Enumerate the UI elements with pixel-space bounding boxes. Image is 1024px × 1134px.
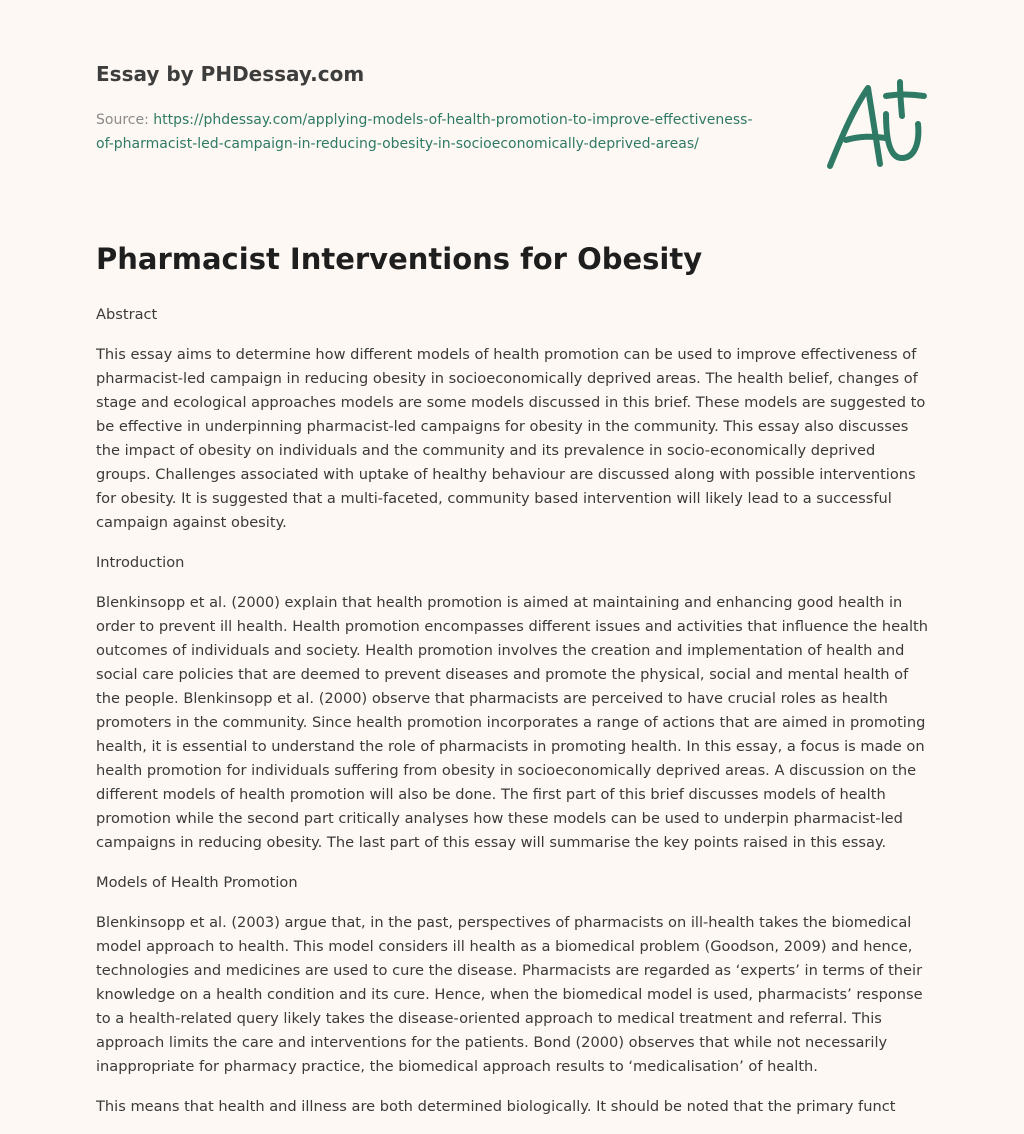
a-plus-logo-icon bbox=[820, 74, 930, 174]
site-title: Essay by PHDessay.com bbox=[96, 62, 365, 86]
source-line bbox=[96, 108, 756, 156]
introduction-paragraph: Blenkinsopp et al. (2000) explain that health promotion is aimed at maintaining and enhancing good health in order to prevent ill health. Health promotion encompasses different issues and activities that influence the health outcomes of individuals and society. Health promotion involves the creation and implementation of health and social care policies that are deemed to prevent diseases and promote the physical, social and mental health of the people. Blenkinsopp et al. (2000) observe that pharmacists are perceived to have crucial roles as health promoters in the community. Since health promotion incorporates a range of actions that are aimed in promoting health, it is essential to understand the role of pharmacists in promoting health. In this essay, a focus is made on health promotion for individuals suffering from obesity in socioeconomically deprived areas. A discussion on the different models of health promotion will also be done. The first part of this brief discusses models of health promotion while the second part critically analyses how these models can be used to underpin pharmacist-led campaigns in reducing obesity. The last part of this essay will summarise the key points raised in this essay. bbox=[96, 594, 929, 851]
models-paragraph-2: This means that health and illness are both determined biologically. It should be noted that the primary funct bbox=[96, 1098, 896, 1115]
section-heading-introduction: Introduction bbox=[96, 554, 185, 571]
models-paragraph-1: Blenkinsopp et al. (2003) argue that, in the past, perspectives of pharmacists on ill-health takes the biomedical model approach to health. This model considers ill health as a biomedical problem (Goodson, 2009) and hence, technologies and medicines are used to cure the disease. Pharmacists are regarded as ‘experts’ in terms of their knowledge on a health condition and its cure. Hence, when the biomedical model is used, pharmacists’ response to a health-related query likely takes the disease-oriented approach to medical treatment and referral. This approach limits the care and interventions for the patients. Bond (2000) observes that while not necessarily inappropriate for pharmacy practice, the biomedical approach results to ‘medicalisation’ of health. bbox=[96, 914, 923, 1075]
section-heading-models: Models of Health Promotion bbox=[96, 874, 298, 891]
essay-body bbox=[96, 303, 932, 1134]
section-heading-abstract: Abstract bbox=[96, 306, 158, 323]
abstract-paragraph: This essay aims to determine how different models of health promotion can be used to improve effectiveness of pharmacist-led campaign in reducing obesity in socioeconomically deprived areas. The health belief, changes of stage and ecological approaches models are some models discussed in this brief. These models are suggested to be effective in underpinning pharmacist-led campaigns for obesity in the community. This essay also discusses the impact of obesity on individuals and the community and its prevalence in socio-economically deprived groups. Challenges associated with uptake of healthy behaviour are discussed along with possible interventions for obesity. It is suggested that a multi-faceted, community based intervention will likely lead to a successful campaign against obesity. bbox=[96, 346, 926, 531]
source-link[interactable]: https://phdessay.com/applying-models-of-health-promotion-to-improve-effectiveness-of-pharmacist-led-campaign-in-reducing-obesity-in-socioeconomically-deprived-areas/ bbox=[96, 112, 753, 152]
essay-title: Pharmacist Interventions for Obesity bbox=[96, 242, 703, 276]
source-label: Source: bbox=[96, 112, 149, 128]
